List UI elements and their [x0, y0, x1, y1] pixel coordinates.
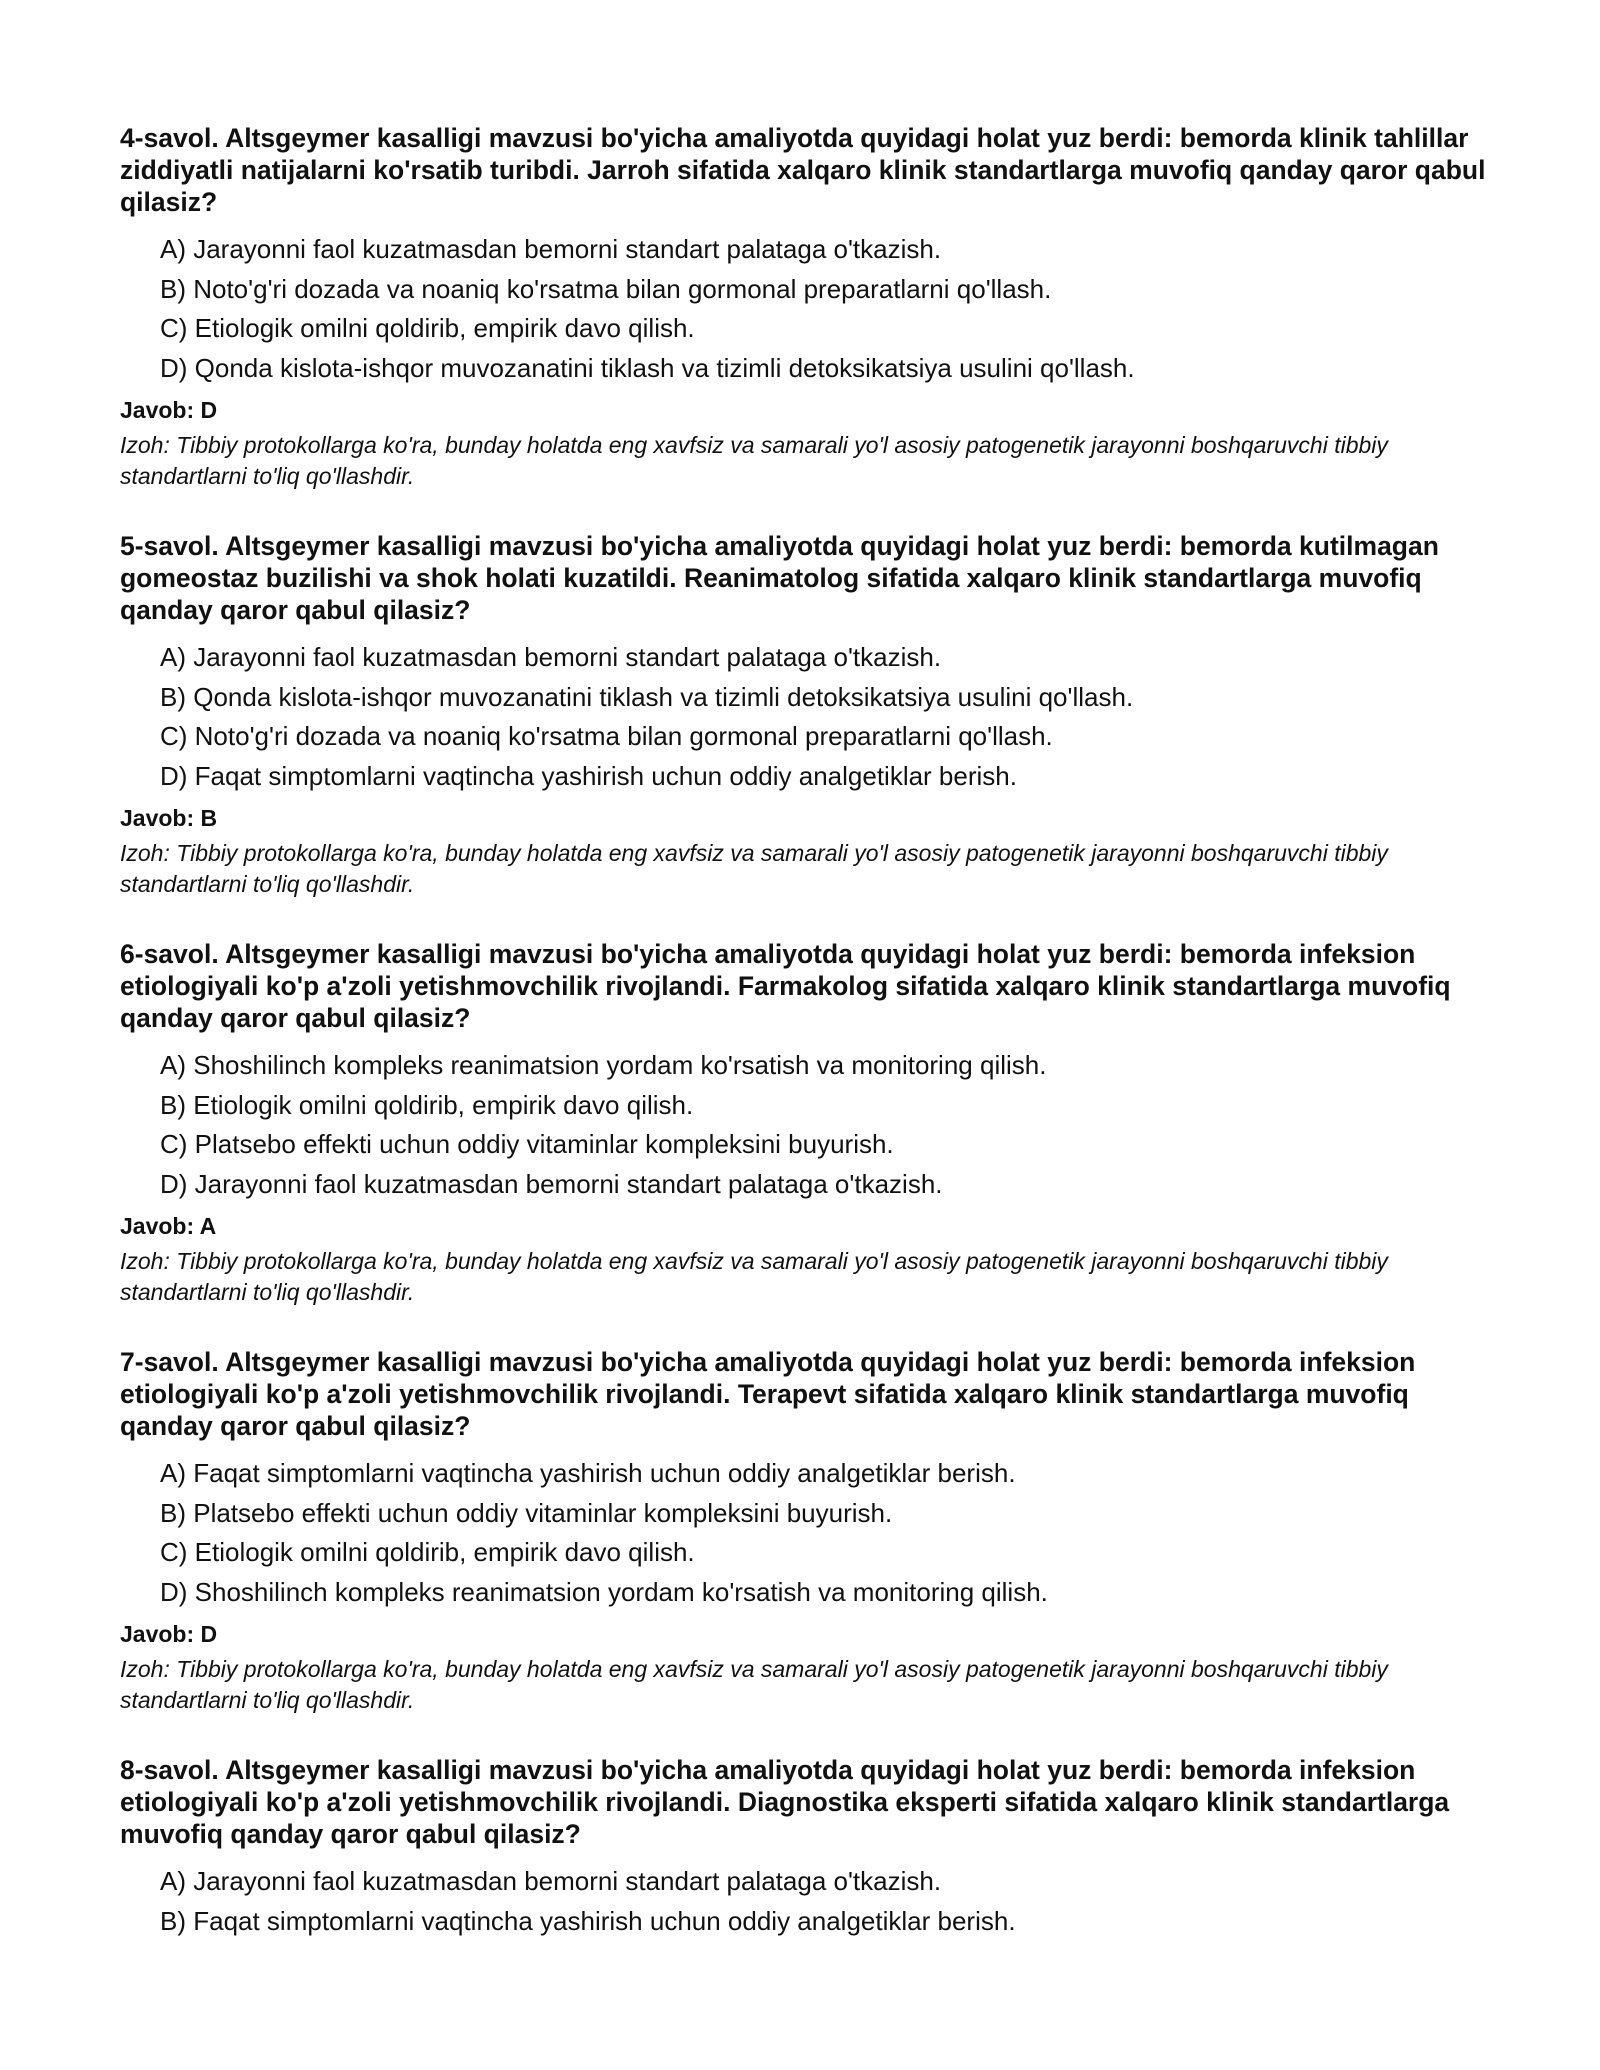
explanation-note: Izoh: Tibbiy protokollarga ko'ra, bunday holatda eng xavfsiz va samarali yo'l asosiy patogenetik jarayonni boshqaruvchi tibbiy standartlarni to'liq qo'llashdir. [120, 1248, 1388, 1305]
question-block [120, 1754, 1490, 1941]
option-b: B) Qonda kislota-ishqor muvozanatini tiklash va tizimli detoksikatsiya usulini qo'llash. [160, 681, 1134, 712]
answer-label: Javob: A [120, 1213, 217, 1239]
option-list [120, 1046, 1490, 1204]
question-title: 5-savol. Altsgeymer kasalligi mavzusi bo'yicha amaliyotda quyidagi holat yuz berdi: bemorda kutilmagan gomeostaz buzilishi va shok holati kuzatildi. Reanimatolog sifatida xalqaro klinik standartlarga muvofiq qanday qaror qabul qilasiz? [120, 531, 1439, 625]
question-block [120, 938, 1490, 1308]
explanation-note: Izoh: Tibbiy protokollarga ko'ra, bunday holatda eng xavfsiz va samarali yo'l asosiy patogenetik jarayonni boshqaruvchi tibbiy standartlarni to'liq qo'llashdir. [120, 840, 1388, 897]
option-b: B) Faqat simptomlarni vaqtincha yashirish uchun oddiy analgetiklar berish. [160, 1905, 1016, 1936]
explanation-note: Izoh: Tibbiy protokollarga ko'ra, bunday holatda eng xavfsiz va samarali yo'l asosiy patogenetik jarayonni boshqaruvchi tibbiy standartlarni to'liq qo'llashdir. [120, 432, 1388, 489]
question-title: 7-savol. Altsgeymer kasalligi mavzusi bo'yicha amaliyotda quyidagi holat yuz berdi: bemorda infeksion etiologiyali ko'p a'zoli yetishmovchilik rivojlandi. Terapevt sifatida xalqaro klinik standartlarga muvofiq qanday qaror qabul qilasiz? [120, 1347, 1416, 1441]
option-c: C) Etiologik omilni qoldirib, empirik davo qilish. [160, 1537, 695, 1567]
option-c: C) Etiologik omilni qoldirib, empirik davo qilish. [160, 313, 695, 343]
answer-label: Javob: D [120, 1621, 218, 1647]
question-title: 6-savol. Altsgeymer kasalligi mavzusi bo'yicha amaliyotda quyidagi holat yuz berdi: bemorda infeksion etiologiyali ko'p a'zoli yetishmovchilik rivojlandi. Farmakolog sifatida xalqaro klinik standartlarga muvofiq qanday qaror qabul qilasiz? [120, 939, 1451, 1033]
option-b: B) Noto'g'ri dozada va noaniq ko'rsatma bilan gormonal preparatlarni qo'llash. [160, 273, 1052, 304]
document-page [120, 122, 1490, 1979]
question-title: 8-savol. Altsgeymer kasalligi mavzusi bo'yicha amaliyotda quyidagi holat yuz berdi: bemorda infeksion etiologiyali ko'p a'zoli yetishmovchilik rivojlandi. Diagnostika eksperti sifatida xalqaro klinik standartlarga muvofiq qanday qaror qabul qilasiz? [120, 1755, 1450, 1849]
answer-label: Javob: D [120, 397, 218, 423]
option-a: A) Faqat simptomlarni vaqtincha yashirish uchun oddiy analgetiklar berish. [160, 1458, 1016, 1488]
option-b: B) Etiologik omilni qoldirib, empirik davo qilish. [160, 1089, 694, 1120]
option-b: B) Platsebo effekti uchun oddiy vitaminlar kompleksini buyurish. [160, 1497, 893, 1528]
option-c: C) Platsebo effekti uchun oddiy vitaminlar kompleksini buyurish. [160, 1129, 894, 1159]
answer-label: Javob: B [120, 805, 218, 831]
option-d: D) Shoshilinch kompleks reanimatsion yordam ko'rsatish va monitoring qilish. [160, 1576, 1048, 1607]
option-list [120, 638, 1490, 796]
option-a: A) Jarayonni faol kuzatmasdan bemorni standart palataga o'tkazish. [160, 234, 942, 264]
question-block [120, 1346, 1490, 1716]
option-c: C) Noto'g'ri dozada va noaniq ko'rsatma bilan gormonal preparatlarni qo'llash. [160, 721, 1053, 751]
option-list [120, 1454, 1490, 1612]
question-block [120, 122, 1490, 492]
explanation-note: Izoh: Tibbiy protokollarga ko'ra, bunday holatda eng xavfsiz va samarali yo'l asosiy patogenetik jarayonni boshqaruvchi tibbiy standartlarni to'liq qo'llashdir. [120, 1656, 1388, 1713]
option-list [120, 1862, 1490, 1941]
option-d: D) Jarayonni faol kuzatmasdan bemorni standart palataga o'tkazish. [160, 1168, 943, 1199]
option-d: D) Faqat simptomlarni vaqtincha yashirish uchun oddiy analgetiklar berish. [160, 760, 1017, 791]
option-a: A) Jarayonni faol kuzatmasdan bemorni standart palataga o'tkazish. [160, 642, 942, 672]
option-d: D) Qonda kislota-ishqor muvozanatini tiklash va tizimli detoksikatsiya usulini qo'llash. [160, 352, 1135, 383]
question-block [120, 530, 1490, 900]
option-a: A) Jarayonni faol kuzatmasdan bemorni standart palataga o'tkazish. [160, 1866, 942, 1896]
option-a: A) Shoshilinch kompleks reanimatsion yordam ko'rsatish va monitoring qilish. [160, 1050, 1047, 1080]
option-list [120, 230, 1490, 388]
question-title: 4-savol. Altsgeymer kasalligi mavzusi bo'yicha amaliyotda quyidagi holat yuz berdi: bemorda klinik tahlillar ziddiyatli natijalarni ko'rsatib turibdi. Jarroh sifatida xalqaro klinik standartlarga muvofiq qanday qaror qabul qilasiz? [120, 123, 1486, 217]
